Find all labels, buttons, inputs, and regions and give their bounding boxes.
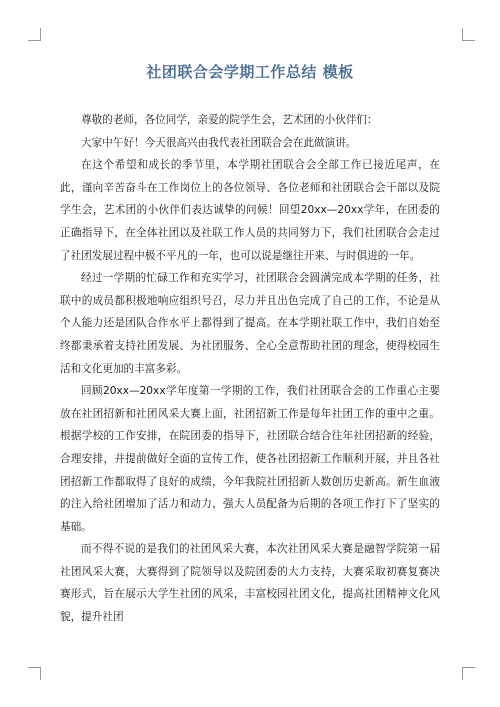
paragraph-greeting: 尊敬的老师，各位同学，亲爱的院学生会，艺术团的小伙伴们： [81, 114, 378, 126]
crop-mark-bottom-right [462, 667, 475, 680]
paragraph-review: 在这个希望和成长的季节里，本学期社团联合会全部工作已接近尾声，在此，谨向辛苦奋斗在工作岗位上的各位领导、各位老师和社团联合会干部以及院学生会，艺术团的小伙伴们表达诚挚的问候！回望20xx—20xx学年，在团委的正确指导下，在全体社团以及社联工作人员的共同努力下，我们社团联合会走过了社团发展过程中极不平凡的一年，也可以说是继往开来、与时俱进的一年。 [60, 159, 440, 262]
paragraph-opening: 大家中午好！今天很高兴由我代表社团联合会在此做演讲。 [81, 136, 357, 149]
crop-mark-bottom-left [28, 667, 41, 680]
paragraph-recruitment: 回顾20xx—20xx学年度第一学期的工作，我们社团联合会的工作重心主要放在社团招新和社团风采大赛上面，社团招新工作是每年社团工作的重中之重。根据学校的工作安排，在院团委的指导下，社团联合结合往年社团招新的经验，合理安排，并提前做好全面的宣传工作，使各社团招新工作顺利开展，并且各社团招新工作都取得了良好的成绩，今年我院社团招新人数创历史新高。新生血液的注入给社团增加了活力和动力，强大人员配备为后期的各项工作打下了坚实的基础。 [60, 385, 440, 533]
paragraph-competition: 而不得不说的是我们的社团风采大赛，本次社团风采大赛是融智学院第一届社团风采大赛，大赛得到了院领导以及院团委的大力支持，大赛采取初赛复赛决赛形式，旨在展示大学生社团的风采，丰富校园社团文化，提高社团精神文化风貌，提升社团 [60, 543, 440, 624]
crop-mark-top-left [28, 28, 41, 41]
document-body [60, 109, 440, 629]
paragraph-achievements: 经过一学期的忙碌工作和充实学习，社团联合会圆满完成本学期的任务，社联中的成员都积极地响应组织号召，尽力并且出色完成了自己的工作，不论是从个人能力还是团队合作水平上都得到了提高。在本学期社联工作中，我们自始至终都秉承着支持社团发展、为社团服务、全心全意帮助社团的理念，使得校园生活和文化更加的丰富多彩。 [60, 272, 440, 375]
document-title: 社团联合会学期工作总结 模板 [146, 63, 354, 81]
crop-mark-top-right [462, 28, 475, 41]
